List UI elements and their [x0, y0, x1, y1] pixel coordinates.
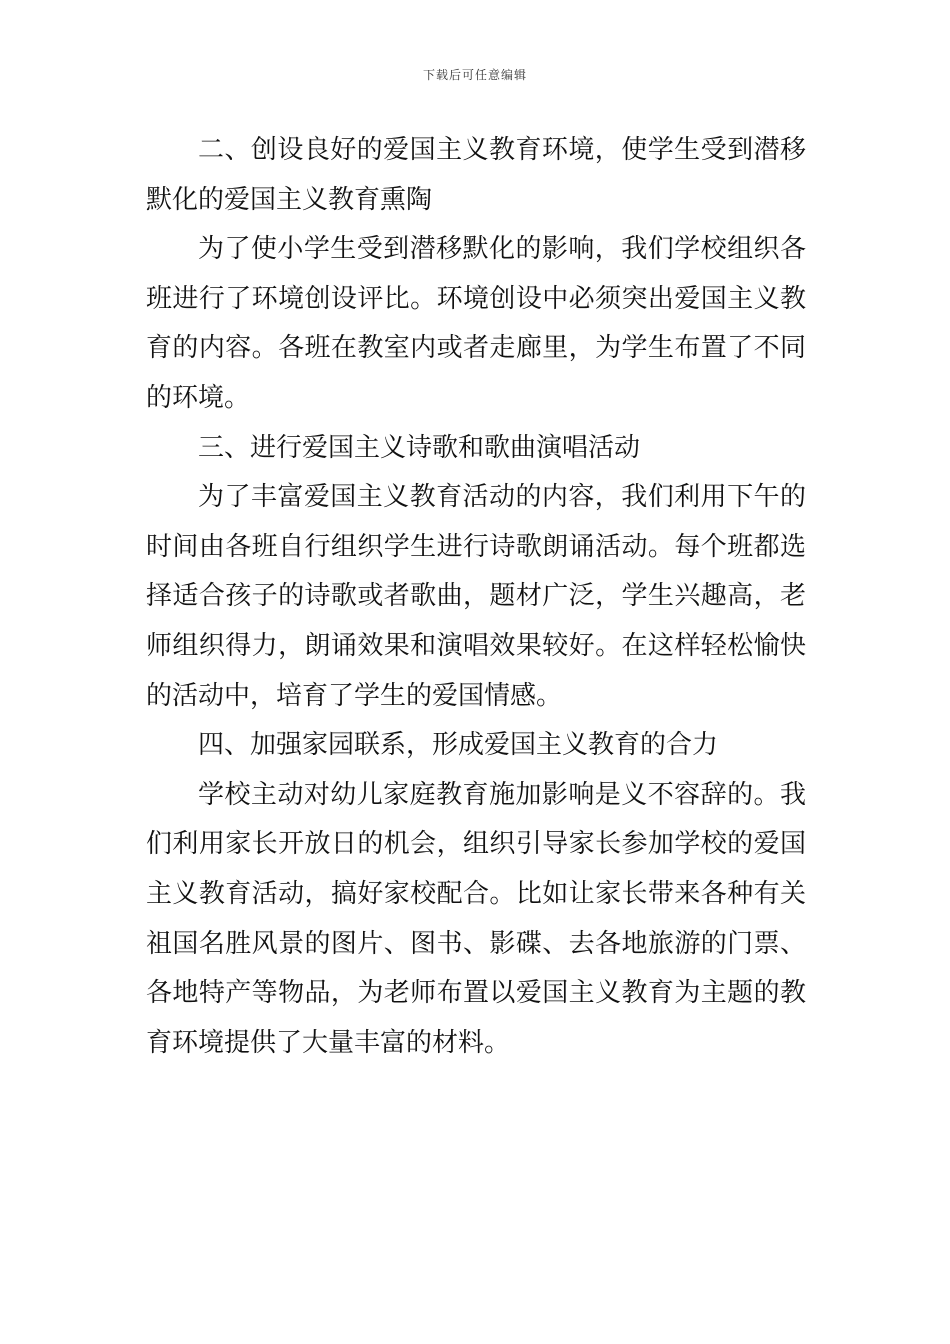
section-heading-4: 四、加强家园联系，形成爱国主义教育的合力	[198, 730, 719, 761]
section-heading-3: 三、进行爱国主义诗歌和歌曲演唱活动	[198, 432, 641, 463]
body-paragraph-3: 学校主动对幼儿家庭教育施加影响是义不容辞的。我们利用家长开放日的机会，组织引导家长参加学校的爱国主义教育活动，搞好家校配合。比如让家长带来各种有关祖国名胜风景的图片、图书、影碟、去各地旅游的门票、各地特产等物品，为老师布置以爱国主义教育为主题的教育环境提供了大量丰富的材料。	[146, 779, 806, 1058]
header-note: 下载后可任意编辑	[422, 68, 527, 82]
section-heading-2: 二、创设良好的爱国主义教育环境，使学生受到潜移默化的爱国主义教育熏陶	[146, 135, 806, 215]
document-body	[146, 126, 806, 1068]
body-paragraph-2: 为了丰富爱国主义教育活动的内容，我们利用下午的时间由各班自行组织学生进行诗歌朗诵活动。每个班都选择适合孩子的诗歌或者歌曲，题材广泛，学生兴趣高，老师组织得力，朗诵效果和演唱效果较好。在这样轻松愉快的活动中，培育了学生的爱国情感。	[146, 482, 806, 711]
body-paragraph-1: 为了使小学生受到潜移默化的影响，我们学校组织各班进行了环境创设评比。环境创设中必须突出爱国主义教育的内容。各班在教室内或者走廊里，为学生布置了不同的环境。	[146, 234, 806, 413]
